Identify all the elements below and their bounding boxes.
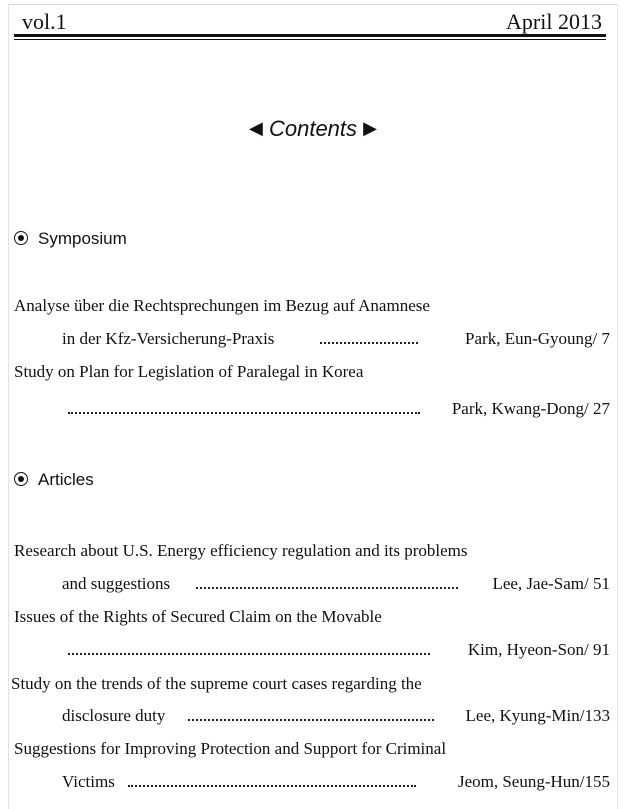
header-rule (14, 39, 606, 40)
toc-entry-title[interactable]: Issues of the Rights of Secured Claim on the Movable (14, 607, 382, 626)
toc-entry-author-page: Kim, Hyeon-Son/ 91 (467, 640, 610, 659)
toc-entry-title-continued: in der Kfz-Versicherung-Praxis (62, 329, 275, 348)
toc-entry-author-page: Lee, Jae-Sam/ 51 (492, 574, 610, 593)
section-heading (14, 470, 94, 490)
dot-leader (68, 412, 420, 414)
section-heading (14, 229, 127, 249)
toc-entry-title-continued: and suggestions (62, 574, 171, 593)
page-header (14, 6, 606, 40)
toc-entry[interactable] (68, 640, 610, 662)
toc-entry-title[interactable]: Study on the trends of the supreme court cases regarding the (11, 674, 422, 693)
toc-entry-title[interactable]: Analyse über die Rechtsprechungen im Bezug auf Anamnese (14, 296, 430, 315)
radio-bullet-icon (14, 472, 28, 486)
section-title: Articles (38, 470, 94, 489)
toc-entry[interactable] (62, 574, 610, 596)
contents-heading (0, 116, 626, 142)
dot-leader (128, 785, 416, 787)
toc-entry-author-page: Lee, Kyung-Min/133 (465, 706, 610, 725)
page-border (8, 4, 618, 5)
dot-leader (320, 342, 418, 344)
dot-leader (68, 653, 430, 655)
triangle-right-icon: ▶ (363, 118, 377, 138)
toc-entry[interactable] (62, 706, 610, 728)
toc-entry-title[interactable]: Study on Plan for Legislation of Paralegal in Korea (14, 362, 364, 381)
dot-leader (196, 587, 458, 589)
toc-entry-title-continued: Victims (62, 772, 115, 791)
radio-bullet-icon (14, 231, 28, 245)
triangle-left-icon: ◀ (249, 118, 263, 138)
volume-label: vol.1 (22, 9, 67, 34)
section-title: Symposium (38, 229, 127, 248)
issue-date: April 2013 (506, 9, 602, 34)
toc-entry-title-continued: disclosure duty (62, 706, 166, 725)
toc-entry-title[interactable]: Research about U.S. Energy efficiency regulation and its problems (14, 541, 468, 560)
toc-entry-title[interactable]: Suggestions for Improving Protection and Support for Criminal (14, 739, 447, 758)
header-rule (14, 34, 606, 37)
toc-entry[interactable] (62, 329, 610, 351)
toc-entry[interactable] (68, 399, 610, 421)
contents-title: Contents (268, 116, 358, 141)
toc-entry-author-page: Park, Kwang-Dong/ 27 (451, 399, 610, 418)
toc-entry-author-page: Jeom, Seung-Hun/155 (457, 772, 610, 791)
dot-leader (188, 719, 434, 721)
toc-entry-author-page: Park, Eun-Gyoung/ 7 (465, 329, 610, 348)
toc-entry[interactable] (62, 772, 610, 794)
